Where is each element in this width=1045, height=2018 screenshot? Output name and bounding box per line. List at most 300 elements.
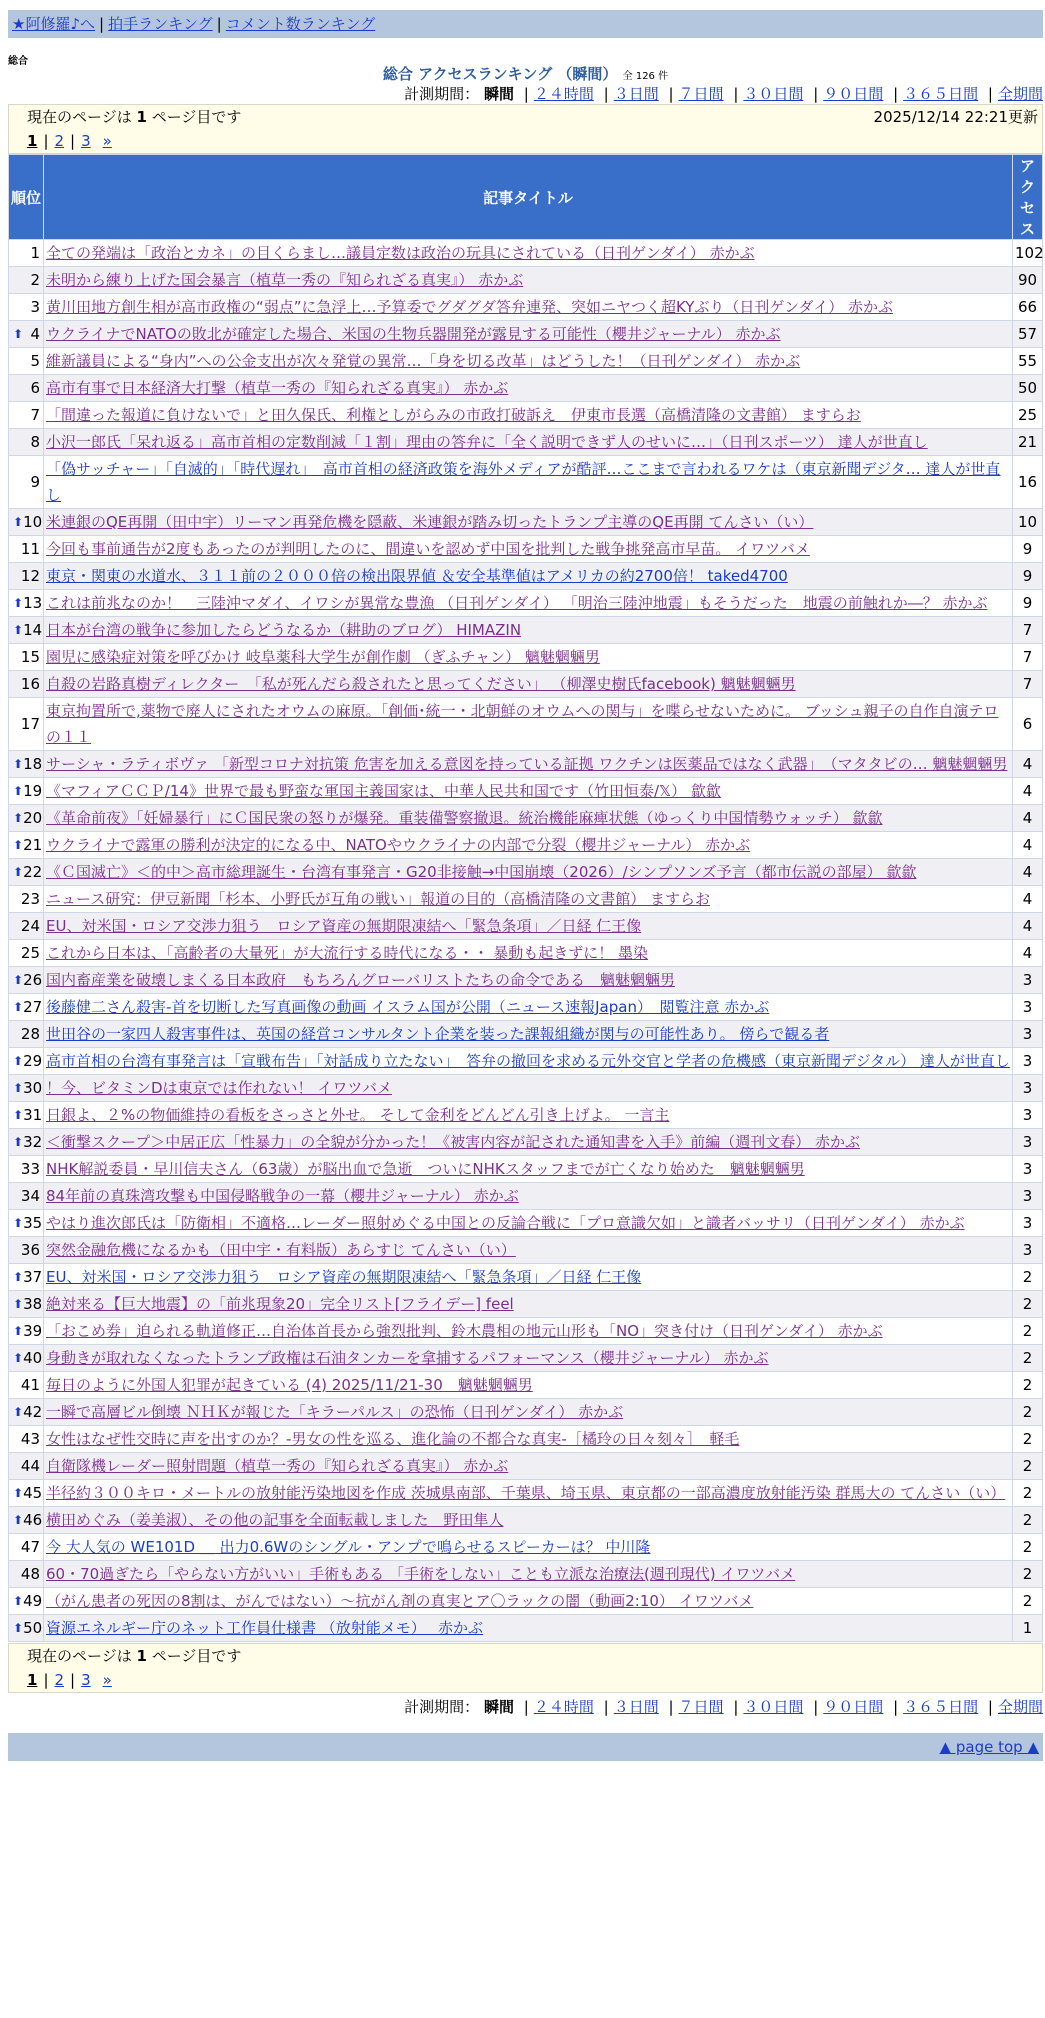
- period-link-30d[interactable]: ３０日間: [743, 85, 804, 103]
- rank-number: 36: [20, 1241, 40, 1259]
- rank-up-arrow-icon: ⬆: [13, 515, 24, 529]
- period-link-3d-bottom[interactable]: ３日間: [613, 1698, 659, 1716]
- table-row: [9, 456, 1042, 508]
- rank-cell: [9, 1156, 43, 1182]
- access-count: 57: [1013, 321, 1042, 347]
- access-count: 3: [1013, 1102, 1042, 1128]
- table-row: [9, 994, 1042, 1020]
- rank-up-arrow-icon: ⬆: [13, 1486, 24, 1500]
- title-cell: [44, 1480, 1012, 1506]
- article-title-link[interactable]: 「おこめ券」迫られる軌道修正…自治体首長から強烈批判、鈴木農相の地元山形も「NO」突き付け（日刊ゲンダイ） 赤かぶ: [46, 1322, 883, 1340]
- article-title-link[interactable]: 園児に感染症対策を呼びかけ 岐阜薬科大学生が創作劇 （ぎふチャン） 魑魅魍魎男: [46, 648, 600, 666]
- access-count: 4: [1013, 778, 1042, 804]
- table-row: [9, 1615, 1042, 1641]
- rank-cell: [9, 1237, 43, 1263]
- article-title-link[interactable]: 黄川田地方創生相が高市政権の“弱点”に急浮上…予算委でグダグダ答弁連発、突如ニヤつく超KYぶり（日刊ゲンダイ） 赤かぶ: [46, 298, 893, 316]
- rank-up-arrow-icon: ⬆: [13, 1270, 24, 1284]
- article-title-link[interactable]: 日本が台湾の戦争に参加したらどうなるか（耕助のブログ） HIMAZIN: [46, 621, 522, 639]
- article-title-link[interactable]: 今 大人気の WE101D ＿ 出力0.6Wのシングル・アンプで鳴らせるスピーカーは？ 中川隆: [46, 1538, 651, 1556]
- page-link-2-bottom[interactable]: 2: [54, 1671, 65, 1689]
- page-link-next-bottom[interactable]: »: [102, 1671, 112, 1689]
- article-title-link[interactable]: 半径約３００キロ・メートルの放射能汚染地図を作成 茨城県南部、千葉県、埼玉県、東京都の一部高濃度放射能汚染 群馬大の てんさい（い）: [46, 1484, 1006, 1502]
- access-count: 2: [1013, 1480, 1042, 1506]
- title-cell: [44, 536, 1012, 562]
- table-row: [9, 1102, 1042, 1128]
- access-count: 2: [1013, 1264, 1042, 1290]
- period-link-30d-bottom[interactable]: ３０日間: [743, 1698, 804, 1716]
- article-title-link[interactable]: これから日本は、「高齢者の大量死」が大流行する時代になる・・ 暴動も起きずに！ 墨染: [46, 944, 649, 962]
- title-cell: [44, 1129, 1012, 1155]
- access-count: 16: [1013, 456, 1042, 508]
- article-title-link[interactable]: 日銀よ、２%の物価維持の看板をさっさと外せ。 そして金利をどんどん引き上げよ。 一言主: [46, 1106, 670, 1124]
- article-title-link[interactable]: 《マフィアＣＣＰ/14》世界で最も野蛮な軍国主義国家は、中華人民共和国です（竹田恒泰/𝕏） 歙歙: [46, 782, 721, 800]
- table-row: [9, 832, 1042, 858]
- rank-number: 17: [20, 715, 40, 733]
- table-row: [9, 1507, 1042, 1533]
- rank-cell: [9, 832, 43, 858]
- title-cell: [44, 617, 1012, 643]
- access-count: 9: [1013, 563, 1042, 589]
- page-link-3[interactable]: 3: [81, 132, 91, 150]
- article-title-link[interactable]: 米連銀のQE再開（田中宇）リーマン再発危機を隠蔽、米連銀が踏み切ったトランプ主導のQE再開 てんさい（い）: [46, 513, 814, 531]
- table-header-row: [9, 155, 1042, 239]
- period-selector-top: 計測期間： 瞬間 | ２４時間 | ３日間 | ７日間 | ３０日間 | ９０日間 | ３６５日間 | 全期間: [404, 85, 1043, 103]
- nav-separator: |: [99, 15, 105, 33]
- table-row: [9, 1453, 1042, 1479]
- rank-up-arrow-icon: ⬆: [13, 1594, 24, 1608]
- rank-number: 30: [23, 1079, 43, 1097]
- article-title-link[interactable]: 後藤健二さん殺害-首を切断した写真画像の動画 イスラム国が公開（ニュース速報Japan） 閲覧注意 赤かぶ: [46, 998, 770, 1016]
- title-cell: [44, 1372, 1012, 1398]
- rank-cell: [9, 940, 43, 966]
- title-cell: [44, 913, 1012, 939]
- rank-number: 35: [23, 1214, 43, 1232]
- title-cell: [44, 967, 1012, 993]
- table-row: [9, 698, 1042, 750]
- rank-number: 48: [20, 1565, 40, 1583]
- rank-cell: [9, 1183, 43, 1209]
- article-title-link[interactable]: 毎日のように外国人犯罪が起きている (4) 2025/11/21-30 魑魅魍魎男: [46, 1376, 533, 1394]
- table-row: [9, 859, 1042, 885]
- title-cell: [44, 1291, 1012, 1317]
- period-link-7d-bottom[interactable]: ７日間: [678, 1698, 724, 1716]
- access-count: 50: [1013, 375, 1042, 401]
- rank-number: 11: [20, 540, 40, 558]
- rank-cell: [9, 1291, 43, 1317]
- rank-number: 21: [23, 836, 43, 854]
- article-title-link[interactable]: ＜衝撃スクープ＞中居正広「性暴力」の全貌が分かった！《被害内容が記された通知書を入手》前編（週刊文春） 赤かぶ: [46, 1133, 861, 1151]
- access-count: 21: [1013, 429, 1042, 455]
- article-title-link[interactable]: 84年前の真珠湾攻撃も中国侵略戦争の一幕（櫻井ジャーナル） 赤かぶ: [46, 1187, 519, 1205]
- rank-cell: [9, 563, 43, 589]
- rank-cell: [9, 778, 43, 804]
- rank-up-arrow-icon: ⬆: [13, 327, 24, 341]
- rank-up-arrow-icon: ⬆: [13, 1621, 24, 1635]
- access-count: 90: [1013, 267, 1042, 293]
- rank-number: 44: [20, 1457, 40, 1475]
- table-row: [9, 240, 1042, 266]
- category-caption: 総合: [8, 56, 28, 67]
- title-cell: [44, 1210, 1012, 1236]
- rank-cell: [9, 1264, 43, 1290]
- rank-up-arrow-icon: ⬆: [13, 973, 24, 987]
- article-title-link[interactable]: 資源エネルギー庁のネット工作員仕様書 （放射能メモ） 赤かぶ: [46, 1619, 484, 1637]
- article-title-link[interactable]: 東京拘置所で,薬物で廃人にされたオウムの麻原。「創価･統一・北朝鮮のオウムへの関与」を喋らせないために。 ブッシュ親子の自作自演テロの１１: [46, 702, 999, 746]
- rank-number: 3: [30, 298, 40, 316]
- title-cell: [44, 1048, 1012, 1074]
- access-count: 9: [1013, 590, 1042, 616]
- title-cell: [44, 429, 1012, 455]
- access-count: 6: [1013, 698, 1042, 750]
- nav-link-clap-ranking[interactable]: 拍手ランキング: [108, 15, 213, 33]
- table-row: [9, 1048, 1042, 1074]
- rank-number: 39: [23, 1322, 43, 1340]
- rank-cell: [9, 348, 43, 374]
- period-link-all-bottom[interactable]: 全期間: [997, 1698, 1043, 1716]
- rank-number: 9: [30, 473, 40, 491]
- article-title-link[interactable]: 維新議員による“身内”への公金支出が次々発覚の異常…「身を切る改革」はどうした！（日刊ゲンダイ） 赤かぶ: [46, 352, 801, 370]
- rank-up-arrow-icon: ⬆: [13, 811, 24, 825]
- rank-number: 6: [30, 379, 40, 397]
- rank-number: 23: [20, 890, 40, 908]
- title-cell: [44, 1561, 1012, 1587]
- access-count: 10: [1013, 509, 1042, 535]
- access-count: 3: [1013, 967, 1042, 993]
- rank-cell: [9, 644, 43, 670]
- current-page-number: 1: [136, 108, 147, 126]
- page-title: [8, 64, 1043, 84]
- article-title-link[interactable]: EU、対米国・ロシア交渉力狙う ロシア資産の無期限凍結へ「緊急条項」／日経 仁王像: [46, 1268, 642, 1286]
- rank-number: 31: [23, 1106, 43, 1124]
- pager-top: [8, 104, 1043, 154]
- title-cell: [44, 1318, 1012, 1344]
- access-count: 4: [1013, 913, 1042, 939]
- access-count: 2: [1013, 1372, 1042, 1398]
- table-row: [9, 967, 1042, 993]
- table-row: [9, 1210, 1042, 1236]
- access-count: 2: [1013, 1507, 1042, 1533]
- title-cell: [44, 240, 1012, 266]
- period-link-7d[interactable]: ７日間: [678, 85, 724, 103]
- article-title-link[interactable]: 60・70過ぎたら「やらない方がいい」手術もある 「手術をしない」ことも立派な治療法(週刊現代) イワツバメ: [46, 1565, 796, 1583]
- access-count: 4: [1013, 832, 1042, 858]
- title-cell: [44, 994, 1012, 1020]
- period-link-all[interactable]: 全期間: [997, 85, 1043, 103]
- period-link-3d[interactable]: ３日間: [613, 85, 659, 103]
- table-row: [9, 509, 1042, 535]
- rank-up-arrow-icon: ⬆: [13, 1135, 24, 1149]
- rank-cell: [9, 1561, 43, 1587]
- rank-number: 28: [20, 1025, 40, 1043]
- article-title-link[interactable]: ！今、ビタミンDは東京では作れない！ イワツバメ: [46, 1079, 393, 1097]
- article-title-link[interactable]: 高市有事で日本経済大打撃（植草一秀の『知られざる真実』） 赤かぶ: [46, 379, 509, 397]
- title-cell: [44, 751, 1012, 777]
- rank-cell: [9, 859, 43, 885]
- table-row: [9, 1480, 1042, 1506]
- table-row: [9, 536, 1042, 562]
- rank-number: 5: [30, 352, 40, 370]
- rank-up-arrow-icon: ⬆: [13, 623, 24, 637]
- article-title-link[interactable]: 絶対来る【巨大地震】の「前兆現象20」完全リスト[フライデー] feel: [46, 1295, 514, 1313]
- updated-timestamp: 2025/12/14 22:21更新: [873, 108, 1038, 126]
- title-cell: [44, 590, 1012, 616]
- article-title-link[interactable]: 今回も事前通告が2度もあったのが判明したのに、間違いを認めず中国を批判した戦争挑発高市早苗。 イワツバメ: [46, 540, 810, 558]
- rank-up-arrow-icon: ⬆: [13, 596, 24, 610]
- rank-up-arrow-icon: ⬆: [13, 1108, 24, 1122]
- table-row: [9, 805, 1042, 831]
- title-cell: [44, 321, 1012, 347]
- page: [8, 10, 1043, 1761]
- article-title-link[interactable]: 女性はなぜ性交時に声を出すのか？-男女の性を巡る、進化論の不都合な真実-［橘玲の日々刻々］ 軽毛: [46, 1430, 740, 1448]
- article-title-link[interactable]: NHK解説委員・早川信夫さん（63歳）が脳出血で急逝 ついにNHKスタッフまでが亡くなり始めた 魑魅魍魎男: [46, 1160, 805, 1178]
- access-count: 7: [1013, 671, 1042, 697]
- table-row: [9, 1399, 1042, 1425]
- period-link-90d-bottom[interactable]: ９０日間: [823, 1698, 884, 1716]
- article-title-link[interactable]: 高市首相の台湾有事発言は「宣戦布告」「対話成り立たない」 答弁の撤回を求める元外交官と学者の危機感（東京新聞デジタル） 達人が世直し: [46, 1052, 1010, 1070]
- article-title-link[interactable]: 身動きが取れなくなったトランプ政権は石油タンカーを拿捕するパフォーマンス（櫻井ジャーナル） 赤かぶ: [46, 1349, 769, 1367]
- article-title-link[interactable]: サーシャ・ラティボヴァ 「新型コロナ対抗策 危害を加える意図を持っている証拠 ワクチンは医薬品ではなく武器」 （マタタビの… 魑魅魍魎男: [46, 755, 1008, 773]
- nav-separator: |: [216, 15, 222, 33]
- rank-number: 49: [23, 1592, 43, 1610]
- title-cell: [44, 940, 1012, 966]
- title-cell: [44, 1534, 1012, 1560]
- access-count: 4: [1013, 805, 1042, 831]
- pagination: 1 | 2 | 3 »: [27, 132, 112, 150]
- access-count: 3: [1013, 1156, 1042, 1182]
- top-nav-bar: [8, 10, 1043, 38]
- rank-number: 50: [23, 1619, 43, 1637]
- rank-number: 29: [23, 1052, 43, 1070]
- table-row: [9, 1183, 1042, 1209]
- rank-up-arrow-icon: ⬆: [13, 1351, 24, 1365]
- title-cell: [44, 1156, 1012, 1182]
- access-count: 7: [1013, 644, 1042, 670]
- title-cell: [44, 1399, 1012, 1425]
- access-count: 4: [1013, 886, 1042, 912]
- access-count: 3: [1013, 1075, 1042, 1101]
- rank-cell: [9, 402, 43, 428]
- table-row: [9, 1156, 1042, 1182]
- article-title-link[interactable]: 国内畜産業を破壊しまくる日本政府 もちろんグローバリストたちの命令である 魑魅魍魎男: [46, 971, 675, 989]
- article-title-link[interactable]: ウクライナで露軍の勝利が決定的になる中、NATOやウクライナの内部で分裂（櫻井ジャーナル） 赤かぶ: [46, 836, 751, 854]
- article-title-link[interactable]: 《革命前夜》「妊婦暴行」にＣ国民衆の怒りが爆発。重装備警察撤退。統治機能麻痺状態（ゆっくり中国情勢ウォッチ） 歙歙: [46, 809, 883, 827]
- title-cell: [44, 456, 1012, 508]
- rank-number: 25: [20, 944, 40, 962]
- title-cell: [44, 805, 1012, 831]
- rank-up-arrow-icon: ⬆: [13, 865, 24, 879]
- rank-number: 34: [20, 1187, 40, 1205]
- rank-number: 18: [23, 755, 43, 773]
- rank-cell: [9, 456, 43, 508]
- rank-cell: [9, 886, 43, 912]
- table-row: [9, 1588, 1042, 1614]
- rank-up-arrow-icon: ⬆: [13, 1324, 24, 1338]
- rank-number: 40: [23, 1349, 43, 1367]
- table-row: [9, 1075, 1042, 1101]
- table-row: [9, 402, 1042, 428]
- rank-number: 8: [30, 433, 40, 451]
- page-title-text: 総合 アクセスランキング （瞬間）: [382, 65, 618, 83]
- page-link-3-bottom[interactable]: 3: [81, 1671, 91, 1689]
- article-title-link[interactable]: 「偽サッチャー」「自滅的」「時代遅れ」 高市首相の経済政策を海外メディアが酷評…ここまで言われるワケは（東京新聞デジタ… 達人が世直し: [46, 460, 1001, 504]
- rank-up-arrow-icon: ⬆: [13, 1513, 24, 1527]
- page-top-link[interactable]: ▲ page top ▲: [939, 1738, 1039, 1756]
- title-cell: [44, 1264, 1012, 1290]
- article-title-link[interactable]: 全ての発端は「政治とカネ」の目くらまし…議員定数は政治の玩具にされている（日刊ゲンダイ） 赤かぶ: [46, 244, 755, 262]
- table-row: [9, 375, 1042, 401]
- article-title-link[interactable]: EU、対米国・ロシア交渉力狙う ロシア資産の無期限凍結へ「緊急条項」／日経 仁王像: [46, 917, 642, 935]
- article-title-link[interactable]: 一瞬で高層ビル倒壊 ＮＨＫが報じた「キラーパルス」の恐怖（日刊ゲンダイ） 赤かぶ: [46, 1403, 624, 1421]
- rank-number: 43: [20, 1430, 40, 1448]
- article-title-link[interactable]: （がん患者の死因の8割は、がんではない）～抗がん剤の真実とア〇ラックの闇（動画2:10） イワツバメ: [46, 1592, 754, 1610]
- access-count: 4: [1013, 859, 1042, 885]
- header-title: 記事タイトル: [44, 155, 1012, 239]
- title-cell: [44, 1075, 1012, 1101]
- rank-number: 19: [23, 782, 43, 800]
- title-cell: [44, 859, 1012, 885]
- rank-number: 41: [20, 1376, 40, 1394]
- rank-up-arrow-icon: ⬆: [13, 757, 24, 771]
- article-title-link[interactable]: やはり進次郎氏は「防衛相」不適格…レーダー照射めぐる中国との反論合戦に「プロ意識欠如」と識者バッサリ（日刊ゲンダイ） 赤かぶ: [46, 1214, 965, 1232]
- rank-cell: [9, 698, 43, 750]
- page-link-1: 1: [27, 132, 38, 150]
- page-link-next[interactable]: »: [102, 132, 112, 150]
- rank-number: 16: [20, 675, 40, 693]
- header-rank: 順位: [9, 155, 43, 239]
- rank-number: 7: [30, 406, 40, 424]
- table-row: [9, 1561, 1042, 1587]
- period-selector-bottom: 計測期間： 瞬間 | ２４時間 | ３日間 | ７日間 | ３０日間 | ９０日間 | ３６５日間 | 全期間: [404, 1698, 1043, 1716]
- title-cell: [44, 1453, 1012, 1479]
- page-status-bottom: 現在のページは 1 ページ目です: [27, 1647, 242, 1665]
- rank-cell: [9, 994, 43, 1020]
- access-count: 1: [1013, 1615, 1042, 1641]
- rank-cell: [9, 267, 43, 293]
- nav-link-comment-ranking[interactable]: コメント数ランキング: [225, 15, 376, 33]
- rank-cell: [9, 1453, 43, 1479]
- article-title-link[interactable]: 突然金融危機になるかも（田中宇・有料版）あらすじ てんさい（い）: [46, 1241, 516, 1259]
- access-count: 3: [1013, 994, 1042, 1020]
- rank-up-arrow-icon: ⬆: [13, 1216, 24, 1230]
- article-title-link[interactable]: 「間違った報道に負けないで」と田久保氏、利権としがらみの市政打破訴え 伊東市長選（高橋清隆の文書館） ますらお: [46, 406, 861, 424]
- rank-cell: [9, 1048, 43, 1074]
- article-title-link[interactable]: 《Ｃ国滅亡》＜的中＞高市総理誕生・台湾有事発言・G20非接触→中国崩壊（2026）/シンプソンズ予言（都市伝説の部屋） 歙歙: [46, 863, 917, 881]
- page-link-2[interactable]: 2: [54, 132, 65, 150]
- table-row: [9, 321, 1042, 347]
- header-access: アクセス: [1013, 155, 1042, 239]
- table-row: [9, 778, 1042, 804]
- title-cell: [44, 886, 1012, 912]
- table-row: [9, 267, 1042, 293]
- title-cell: [44, 375, 1012, 401]
- title-cell: [44, 671, 1012, 697]
- article-title-link[interactable]: 小沢一郎氏「呆れ返る」高市首相の定数削減「１割」理由の答弁に「全く説明できず人のせいに…」（日刊スポーツ） 達人が世直し: [46, 433, 928, 451]
- bottom-bar: [8, 1733, 1043, 1761]
- rank-cell: [9, 913, 43, 939]
- rank-cell: [9, 1345, 43, 1371]
- page-status: 現在のページは 1 ページ目です: [27, 108, 242, 126]
- access-count: 2: [1013, 1291, 1042, 1317]
- article-title-link[interactable]: 自衛隊機レーダー照射問題（植草一秀の『知られざる真実』） 赤かぶ: [46, 1457, 509, 1475]
- rank-cell: [9, 1102, 43, 1128]
- article-title-link[interactable]: 世田谷の一家四人殺害事件は、英国の経営コンサルタント企業を装った課報組織が関与の可能性あり。 傍らで観る者: [46, 1025, 830, 1043]
- article-title-link[interactable]: 横田めぐみ（姜美淑）、その他の記事を全面転載しました 野田隼人: [46, 1511, 504, 1529]
- period-link-365d-bottom[interactable]: ３６５日間: [903, 1698, 979, 1716]
- rank-number: 2: [30, 271, 40, 289]
- access-count: 3: [1013, 1210, 1042, 1236]
- rank-number: 27: [23, 998, 43, 1016]
- rank-cell: [9, 321, 43, 347]
- article-title-link[interactable]: 自殺の岩路真樹ディレクター 「私が死んだら殺されたと思ってください」 （柳澤史樹氏facebook) 魑魅魍魎男: [46, 675, 796, 693]
- rank-up-arrow-icon: ⬆: [13, 1054, 24, 1068]
- access-count: 7: [1013, 617, 1042, 643]
- rank-number: 33: [20, 1160, 40, 1178]
- access-count: 2: [1013, 1588, 1042, 1614]
- table-row: [9, 429, 1042, 455]
- period-link-90d[interactable]: ９０日間: [823, 85, 884, 103]
- title-cell: [44, 402, 1012, 428]
- article-title-link[interactable]: これは前兆なのか！ 三陸沖マダイ、イワシが異常な豊漁 （日刊ゲンダイ） 「明治三陸沖地震」もそうだった 地震の前触れか―？ 赤かぶ: [46, 594, 988, 612]
- title-cell: [44, 1426, 1012, 1452]
- table-row: [9, 940, 1042, 966]
- access-count: 66: [1013, 294, 1042, 320]
- access-count: 4: [1013, 751, 1042, 777]
- pager-bottom: [8, 1643, 1043, 1693]
- access-count: 4: [1013, 940, 1042, 966]
- rank-number: 24: [20, 917, 40, 935]
- rank-up-arrow-icon: ⬆: [13, 1405, 24, 1419]
- period-link-24h-bottom[interactable]: ２４時間: [533, 1698, 594, 1716]
- article-title-link[interactable]: 未明から練り上げた国会暴言（植草一秀の『知られざる真実』） 赤かぶ: [46, 271, 524, 289]
- title-cell: [44, 509, 1012, 535]
- title-cell: [44, 267, 1012, 293]
- article-title-link[interactable]: 東京・関東の水道水、３１１前の２０００倍の検出限界値 ＆安全基準値はアメリカの約2700倍！ taked4700: [46, 567, 788, 585]
- rank-cell: [9, 1318, 43, 1344]
- nav-link-home[interactable]: ★阿修羅♪へ: [12, 15, 96, 33]
- rank-number: 26: [23, 971, 43, 989]
- rank-up-arrow-icon: ⬆: [13, 1297, 24, 1311]
- rank-number: 14: [23, 621, 43, 639]
- title-cell: [44, 778, 1012, 804]
- table-row: [9, 617, 1042, 643]
- article-title-link[interactable]: ウクライナでNATOの敗北が確定した場合、米国の生物兵器開発が露見する可能性（櫻井ジャーナル） 赤かぶ: [46, 325, 781, 343]
- table-row: [9, 348, 1042, 374]
- table-row: [9, 1021, 1042, 1047]
- rank-number: 22: [23, 863, 43, 881]
- period-link-24h[interactable]: ２４時間: [533, 85, 594, 103]
- access-count: 55: [1013, 348, 1042, 374]
- rank-cell: [9, 1426, 43, 1452]
- title-cell: [44, 1507, 1012, 1533]
- period-link-365d[interactable]: ３６５日間: [903, 85, 979, 103]
- rank-number: 47: [20, 1538, 40, 1556]
- rank-number: 1: [30, 244, 40, 262]
- rank-up-arrow-icon: ⬆: [13, 1081, 24, 1095]
- title-cell: [44, 348, 1012, 374]
- title-cell: [44, 1021, 1012, 1047]
- rank-cell: [9, 1399, 43, 1425]
- article-title-link[interactable]: ニュース研究：伊豆新聞「杉本、小野氏が互角の戦い」報道の目的（高橋清隆の文書館） ますらお: [46, 890, 711, 908]
- title-cell: [44, 1615, 1012, 1641]
- period-current: 瞬間: [483, 85, 514, 103]
- access-count: 3: [1013, 1183, 1042, 1209]
- rank-cell: [9, 1588, 43, 1614]
- access-count: 3: [1013, 1237, 1042, 1263]
- rank-up-arrow-icon: ⬆: [13, 838, 24, 852]
- rank-cell: [9, 240, 43, 266]
- title-cell: [44, 1237, 1012, 1263]
- table-row: [9, 671, 1042, 697]
